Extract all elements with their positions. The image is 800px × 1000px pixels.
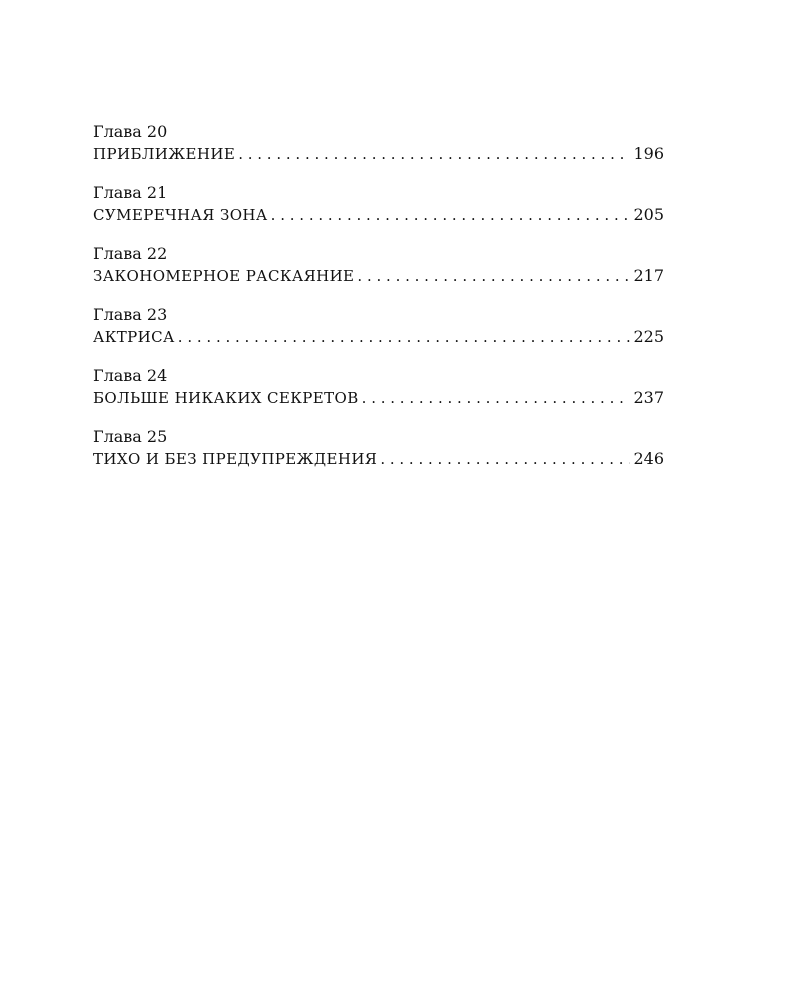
chapter-title: ТИХО И БЕЗ ПРЕДУПРЕЖДЕНИЯ (93, 450, 378, 468)
toc-entry-chapter-20 (93, 121, 664, 165)
toc-entry-chapter-21 (93, 182, 664, 226)
toc-entry-chapter-25 (93, 426, 664, 470)
toc-entry-chapter-22 (93, 243, 664, 287)
page-number: 217 (633, 266, 664, 285)
chapter-title-line (93, 448, 664, 470)
page-number: 205 (633, 205, 664, 224)
dot-leader (178, 326, 631, 348)
chapter-title-line (93, 204, 664, 226)
chapter-title: БОЛЬШЕ НИКАКИХ СЕКРЕТОВ (93, 389, 359, 407)
dot-leader (238, 143, 630, 165)
page-number: 225 (633, 327, 664, 346)
dot-leader (380, 448, 630, 470)
chapter-number: Глава 23 (93, 305, 168, 324)
chapter-title: ПРИБЛИЖЕНИЕ (93, 145, 236, 163)
chapter-title: ЗАКОНОМЕРНОЕ РАСКАЯНИЕ (93, 267, 355, 285)
chapter-number: Глава 22 (93, 244, 168, 263)
chapter-number: Глава 24 (93, 366, 168, 385)
dot-leader (357, 265, 630, 287)
toc-entry-chapter-23 (93, 304, 664, 348)
chapter-title: СУМЕРЕЧНАЯ ЗОНА (93, 206, 268, 224)
chapter-number: Глава 20 (93, 122, 168, 141)
table-of-contents (93, 121, 664, 487)
chapter-number: Глава 25 (93, 427, 168, 446)
chapter-title-line (93, 265, 664, 287)
chapter-title-line (93, 326, 664, 348)
chapter-number: Глава 21 (93, 183, 168, 202)
page-number: 237 (633, 388, 664, 407)
dot-leader (362, 387, 631, 409)
page-number: 246 (633, 449, 664, 468)
toc-entry-chapter-24 (93, 365, 664, 409)
chapter-title-line (93, 143, 664, 165)
dot-leader (271, 204, 631, 226)
page-number: 196 (633, 144, 664, 163)
chapter-title: АКТРИСА (93, 328, 175, 346)
chapter-title-line (93, 387, 664, 409)
